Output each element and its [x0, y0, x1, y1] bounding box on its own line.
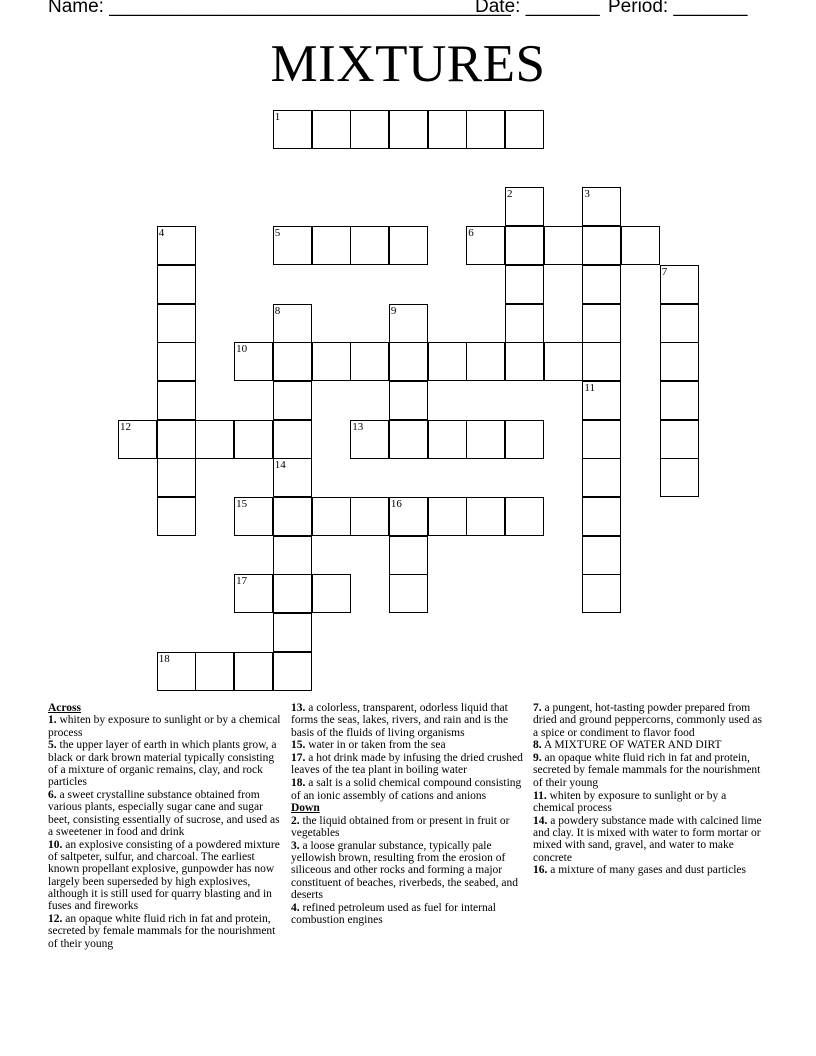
clue-item	[533, 739, 769, 751]
date-field[interactable]: Date: _______	[475, 0, 600, 17]
crossword-cell[interactable]	[582, 458, 621, 497]
crossword-cell[interactable]	[505, 342, 544, 381]
clue-text: whiten by exposure to sunlight or by a chemical process	[533, 789, 727, 814]
clue-text: water in or taken from the sea	[305, 739, 446, 752]
crossword-cell[interactable]	[312, 226, 351, 265]
crossword-cell[interactable]	[582, 536, 621, 575]
clue-number: 7.	[533, 702, 542, 714]
clue-number: 3.	[291, 839, 300, 852]
crossword-cell[interactable]	[428, 420, 467, 459]
crossword-cell[interactable]	[273, 613, 312, 652]
crossword-cell[interactable]	[428, 110, 467, 149]
down-clue-list	[291, 815, 527, 927]
crossword-cell[interactable]	[466, 420, 505, 459]
crossword-cell[interactable]	[660, 381, 699, 420]
crossword-cell[interactable]	[389, 497, 428, 536]
crossword-cell[interactable]	[389, 381, 428, 420]
clue-number: 8	[274, 304, 281, 317]
crossword-cell[interactable]	[582, 342, 621, 381]
clue-text: a pungent, hot-tasting powder prepared from dried and ground peppercorns, commonly used as a spice or condiment to flavor food	[533, 702, 762, 739]
clue-text: whiten by exposure to sunlight or by a chemical process	[48, 714, 281, 739]
crossword-cell[interactable]	[273, 652, 312, 691]
crossword-cell[interactable]	[389, 574, 428, 613]
clue-number: 1	[274, 111, 281, 123]
clue-number: 12	[120, 420, 131, 433]
crossword-cell[interactable]	[157, 342, 196, 381]
clue-number: 14	[274, 459, 286, 472]
crossword-cell[interactable]	[389, 226, 428, 265]
clue-item	[48, 739, 284, 788]
crossword-cell[interactable]	[157, 304, 196, 343]
crossword-cell[interactable]	[273, 342, 312, 381]
crossword-cell[interactable]	[273, 458, 312, 497]
clue-item	[48, 913, 284, 950]
crossword-cell[interactable]	[273, 574, 312, 613]
crossword-cell[interactable]	[350, 342, 389, 381]
crossword-cell[interactable]	[389, 110, 428, 149]
crossword-cell[interactable]	[157, 420, 196, 459]
clue-number: 9	[390, 304, 397, 317]
clue-number: 15.	[291, 739, 306, 752]
crossword-cell[interactable]	[234, 497, 273, 536]
clue-number: 6.	[48, 789, 57, 802]
crossword-cell[interactable]	[273, 110, 312, 149]
crossword-cell[interactable]	[157, 226, 196, 265]
clue-number: 4.	[291, 901, 300, 914]
crossword-cell[interactable]	[273, 304, 312, 343]
clue-number: 6	[468, 227, 474, 240]
period-field[interactable]: Period: _______	[608, 0, 748, 17]
crossword-cell[interactable]	[157, 265, 196, 304]
crossword-cell[interactable]	[428, 342, 467, 381]
crossword-cell[interactable]	[157, 497, 196, 536]
clue-number: 18.	[291, 777, 306, 790]
across-clue-list	[48, 714, 284, 950]
clue-text: the liquid obtained from or present in fruit or vegetables	[291, 814, 510, 839]
crossword-cell[interactable]	[582, 381, 621, 420]
crossword-cell[interactable]	[505, 110, 544, 149]
crossword-cell[interactable]	[350, 420, 389, 459]
crossword-cell[interactable]	[466, 497, 505, 536]
crossword-cell[interactable]	[466, 342, 505, 381]
crossword-cell[interactable]	[660, 420, 699, 459]
clue-text: an explosive consisting of a powdered mixture of saltpeter, sulfur, and charcoal. The earliest known propellant explosive, gunpowder has now largely been superseded by high explosives, although it is still used for quarry blasting and in fuses and fireworks	[48, 838, 280, 913]
crossword-cell[interactable]	[312, 110, 351, 149]
clue-text: an opaque white fluid rich in fat and protein, secreted by female mammals for the nourishment of their young	[533, 752, 761, 789]
clues-column-3	[533, 702, 769, 877]
crossword-cell[interactable]	[582, 574, 621, 613]
crossword-cell[interactable]	[505, 226, 544, 265]
clue-number: 2.	[291, 814, 300, 827]
clue-text: a powdery substance made with calcined lime and clay. It is mixed with water to form mortar or mixed with sand, gravel, and water to make concrete	[533, 814, 762, 864]
crossword-cell[interactable]	[157, 381, 196, 420]
crossword-cell[interactable]	[428, 497, 467, 536]
crossword-cell[interactable]	[157, 458, 196, 497]
clue-item	[48, 714, 284, 739]
clue-number: 2	[507, 188, 513, 201]
clue-text: the upper layer of earth in which plants grow, a black or dark brown material typically consisting of a mixture of organic remains, clay, and rock particles	[48, 739, 277, 789]
crossword-cell[interactable]	[389, 304, 428, 343]
clue-item	[291, 702, 527, 739]
clue-item	[533, 752, 769, 789]
crossword-cell[interactable]	[582, 265, 621, 304]
crossword-cell[interactable]	[273, 420, 312, 459]
crossword-cell[interactable]	[389, 342, 428, 381]
clue-item	[291, 902, 527, 927]
crossword-cell[interactable]	[273, 536, 312, 575]
clue-item	[533, 815, 769, 864]
crossword-cell[interactable]	[312, 497, 351, 536]
clue-number: 14.	[533, 814, 548, 827]
clue-item	[48, 839, 284, 913]
clue-number: 9.	[533, 752, 542, 765]
clue-number: 15	[236, 498, 248, 510]
crossword-cell[interactable]	[660, 265, 699, 304]
crossword-cell[interactable]	[505, 187, 544, 226]
clue-text: A MIXTURE OF WATER AND DIRT	[541, 739, 722, 752]
down-clue-list-continued	[533, 702, 769, 877]
across-clue-list-continued	[291, 702, 527, 802]
clues-column-1	[48, 702, 284, 950]
crossword-cell[interactable]	[118, 420, 157, 459]
crossword-cell[interactable]	[505, 265, 544, 304]
clue-text: refined petroleum used as fuel for internal combustion engines	[291, 901, 497, 927]
clue-item	[291, 840, 527, 901]
clue-item	[291, 752, 527, 777]
clue-item	[533, 864, 769, 876]
clue-number: 17.	[291, 752, 306, 765]
clue-number: 5	[274, 227, 281, 240]
clue-number: 16.	[533, 864, 548, 877]
crossword-cell[interactable]	[582, 420, 621, 459]
crossword-cell[interactable]	[505, 420, 544, 459]
clue-text: a mixture of many gases and dust particles	[547, 864, 747, 877]
clue-item	[291, 739, 527, 751]
clue-item	[291, 777, 527, 802]
crossword-cell[interactable]	[350, 226, 389, 265]
clue-text: a hot drink made by infusing the dried crushed leaves of the tea plant in boiling water	[291, 752, 523, 777]
crossword-cell[interactable]	[195, 420, 234, 459]
clue-number: 12.	[48, 913, 63, 926]
clue-number: 5.	[48, 739, 57, 752]
crossword-cell[interactable]	[389, 536, 428, 575]
crossword-cell[interactable]	[312, 342, 351, 381]
clue-item	[291, 815, 527, 840]
clue-number: 13	[352, 420, 364, 433]
crossword-cell[interactable]	[312, 574, 351, 613]
clue-text: a sweet crystalline substance obtained from various plants, especially sugar cane and sugar beet, consisting essentially of sucrose, and used as a sweetener in food and drink	[48, 789, 280, 838]
clue-item	[533, 702, 769, 739]
clue-number: 4	[158, 227, 165, 240]
name-field[interactable]: Name: ______________________________________	[48, 0, 511, 17]
crossword-cell[interactable]	[389, 420, 428, 459]
clue-text: a loose granular substance, typically pale yellowish brown, resulting from the erosion of siliceous and other rocks and forming a major constituent of beaches, riverbeds, the seabed, and deserts	[291, 839, 519, 901]
clue-number: 18	[158, 652, 170, 665]
crossword-cell[interactable]	[544, 342, 583, 381]
crossword-cell[interactable]	[350, 110, 389, 149]
clue-number: 10	[236, 343, 248, 356]
crossword-cell[interactable]	[234, 652, 273, 691]
clue-text: a colorless, transparent, odorless liquid that forms the seas, lakes, rivers, and rain and is the basis of the fluids of living organisms	[291, 702, 509, 739]
clue-text: an opaque white fluid rich in fat and protein, secreted by female mammals for the nourishment of their young	[48, 913, 276, 950]
down-heading: Down	[291, 802, 320, 815]
clue-number: 11	[584, 381, 595, 394]
crossword-cell[interactable]	[273, 226, 312, 265]
crossword-cell[interactable]	[660, 304, 699, 343]
crossword-cell[interactable]	[273, 381, 312, 420]
clue-text: a salt is a solid chemical compound consisting of an ionic assembly of cations and anions	[291, 777, 522, 802]
clue-number: 11.	[533, 789, 547, 802]
clue-number: 1.	[48, 714, 57, 727]
clue-number: 8.	[533, 739, 542, 752]
crossword-cell[interactable]	[544, 226, 583, 265]
crossword-cell[interactable]	[195, 652, 234, 691]
clue-number: 16	[390, 498, 402, 510]
crossword-cell[interactable]	[234, 574, 273, 613]
clue-item	[48, 789, 284, 838]
crossword-cell[interactable]	[505, 304, 544, 343]
clues-column-2	[291, 702, 527, 927]
clue-item	[533, 790, 769, 815]
crossword-cell[interactable]	[582, 497, 621, 536]
crossword-cell[interactable]	[582, 304, 621, 343]
crossword-cell[interactable]	[234, 342, 273, 381]
across-heading: Across	[48, 702, 82, 714]
crossword-cell[interactable]	[234, 420, 273, 459]
clue-number: 7	[661, 265, 668, 278]
clue-number: 17	[236, 575, 248, 588]
crossword-cell[interactable]	[582, 226, 621, 265]
crossword-cell[interactable]	[660, 458, 699, 497]
crossword-cell[interactable]	[621, 226, 660, 265]
crossword-cell[interactable]	[466, 226, 505, 265]
clue-number: 10.	[48, 838, 63, 851]
crossword-cell[interactable]	[350, 497, 389, 536]
crossword-cell[interactable]	[660, 342, 699, 381]
page-title: MIXTURES	[270, 35, 546, 93]
clue-number: 13.	[291, 702, 306, 714]
crossword-cell[interactable]	[582, 187, 621, 226]
crossword-cell[interactable]	[273, 497, 312, 536]
crossword-cell[interactable]	[505, 497, 544, 536]
clue-number: 3	[584, 188, 590, 201]
crossword-cell[interactable]	[157, 652, 196, 691]
crossword-cell[interactable]	[466, 110, 505, 149]
